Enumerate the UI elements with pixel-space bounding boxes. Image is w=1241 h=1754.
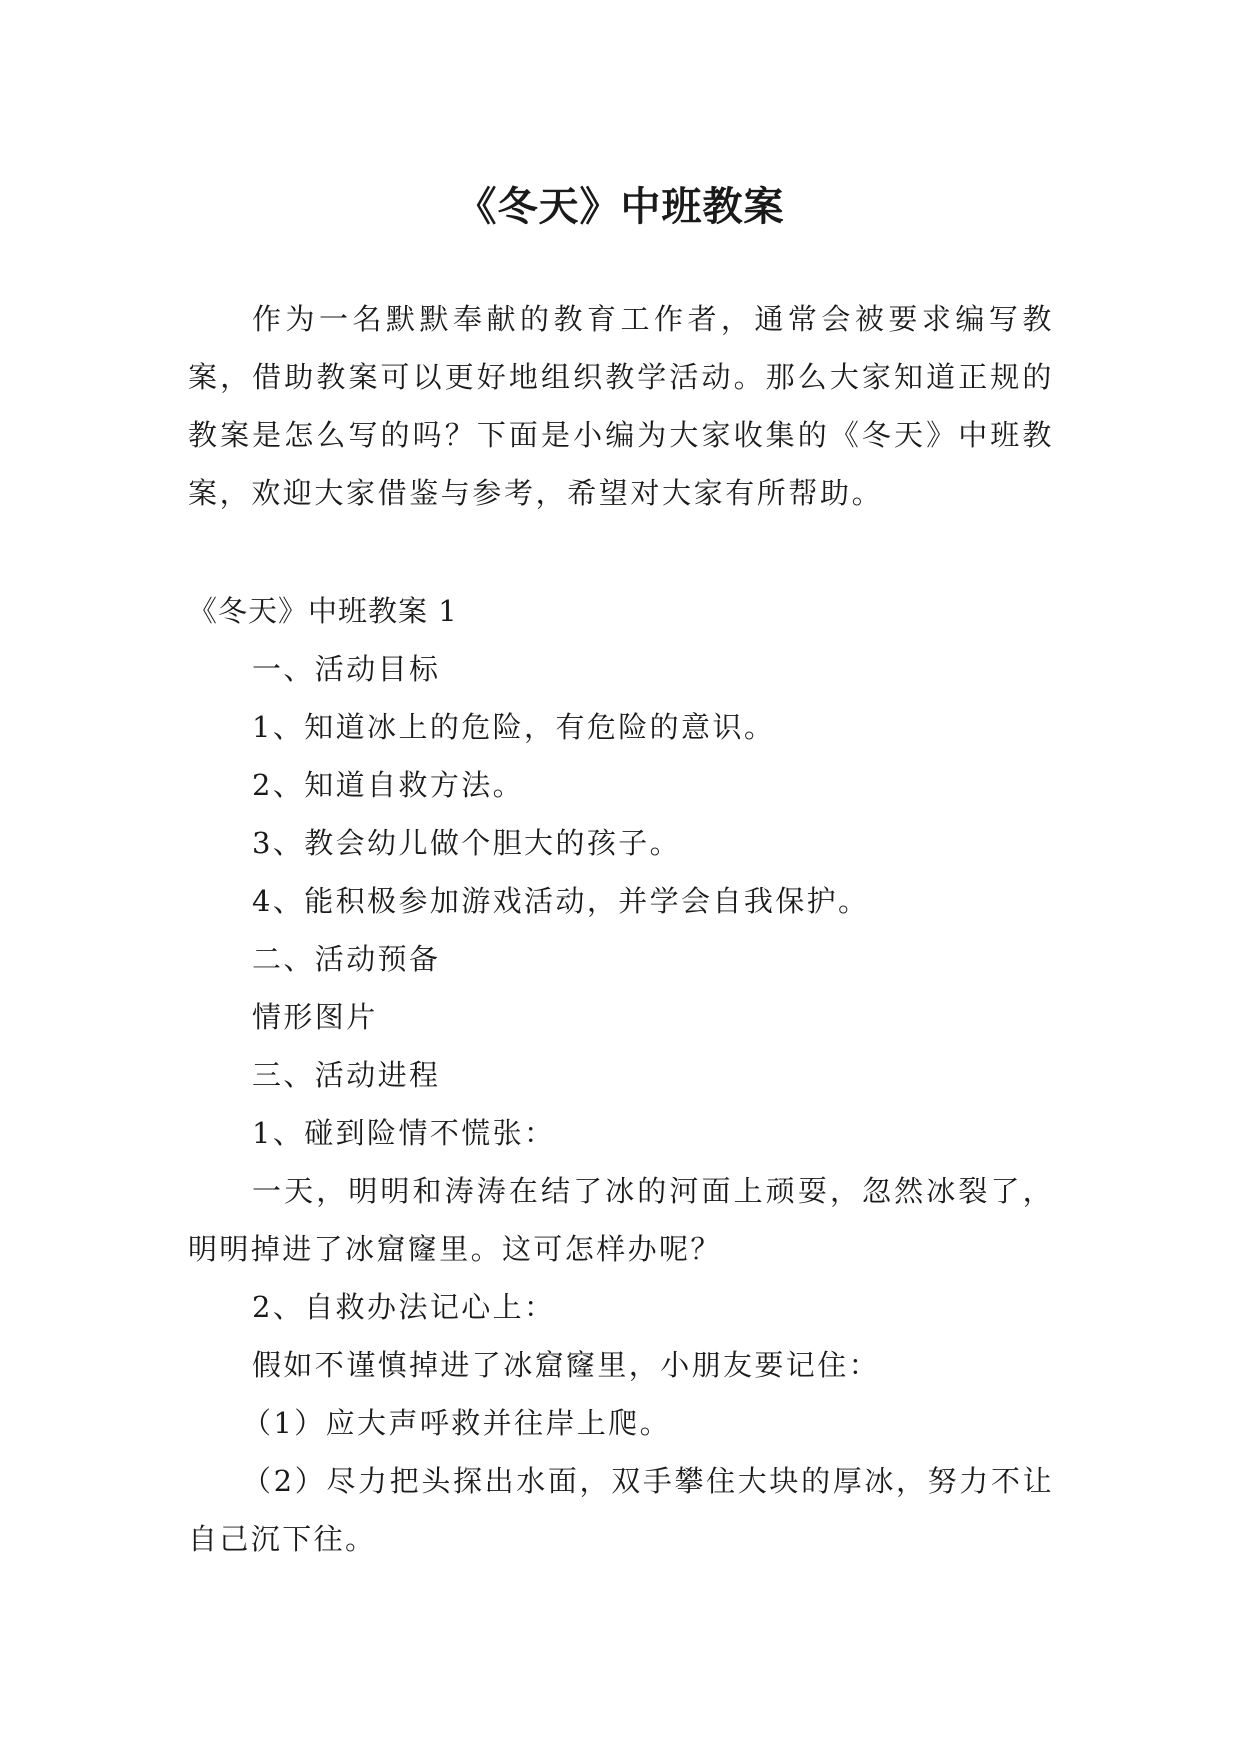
objective-item: 4、能积极参加游戏活动，并学会自我保护。 bbox=[252, 884, 870, 918]
instruction-paragraph: 假如不谨慎掉进了冰窟窿里，小朋友要记住： bbox=[252, 1348, 881, 1382]
objective-item: 1、知道冰上的危险，有危险的意识。 bbox=[252, 710, 776, 744]
story-paragraph: 一天，明明和涛涛在结了冰的河面上顽耍，忽然冰裂了，明明掉进了冰窟窿里。这可怎样办呢？ bbox=[188, 1174, 1054, 1266]
process-step: 1、碰到险情不慌张： bbox=[252, 1116, 556, 1150]
heading-objectives: 一、活动目标 bbox=[252, 652, 441, 686]
process-step: 2、自救办法记心上： bbox=[252, 1290, 556, 1324]
preparation-item: 情形图片 bbox=[252, 1000, 378, 1034]
objective-item: 3、教会幼儿做个胆大的孩子。 bbox=[252, 826, 682, 860]
document-title: 《冬天》中班教案 bbox=[456, 183, 785, 230]
heading-preparation: 二、活动预备 bbox=[252, 942, 441, 976]
objective-item: 2、知道自救方法。 bbox=[252, 768, 525, 802]
lesson-body bbox=[188, 640, 1054, 1568]
instruction-item: （2）尽力把头探出水面，双手攀住大块的厚冰，努力不让自己沉下往。 bbox=[188, 1464, 1054, 1556]
heading-process: 三、活动进程 bbox=[252, 1058, 441, 1092]
instruction-item: （1）应大声呼救并往岸上爬。 bbox=[242, 1406, 672, 1440]
section-heading: 《冬天》中班教案 1 bbox=[188, 594, 458, 628]
intro-paragraph: 作为一名默默奉献的教育工作者，通常会被要求编写教案，借助教案可以更好地组织教学活动。那么大家知道正规的教案是怎么写的吗？下面是小编为大家收集的《冬天》中班教案，欢迎大家借鉴与参考，希望对大家有所帮助。 bbox=[188, 302, 1054, 510]
